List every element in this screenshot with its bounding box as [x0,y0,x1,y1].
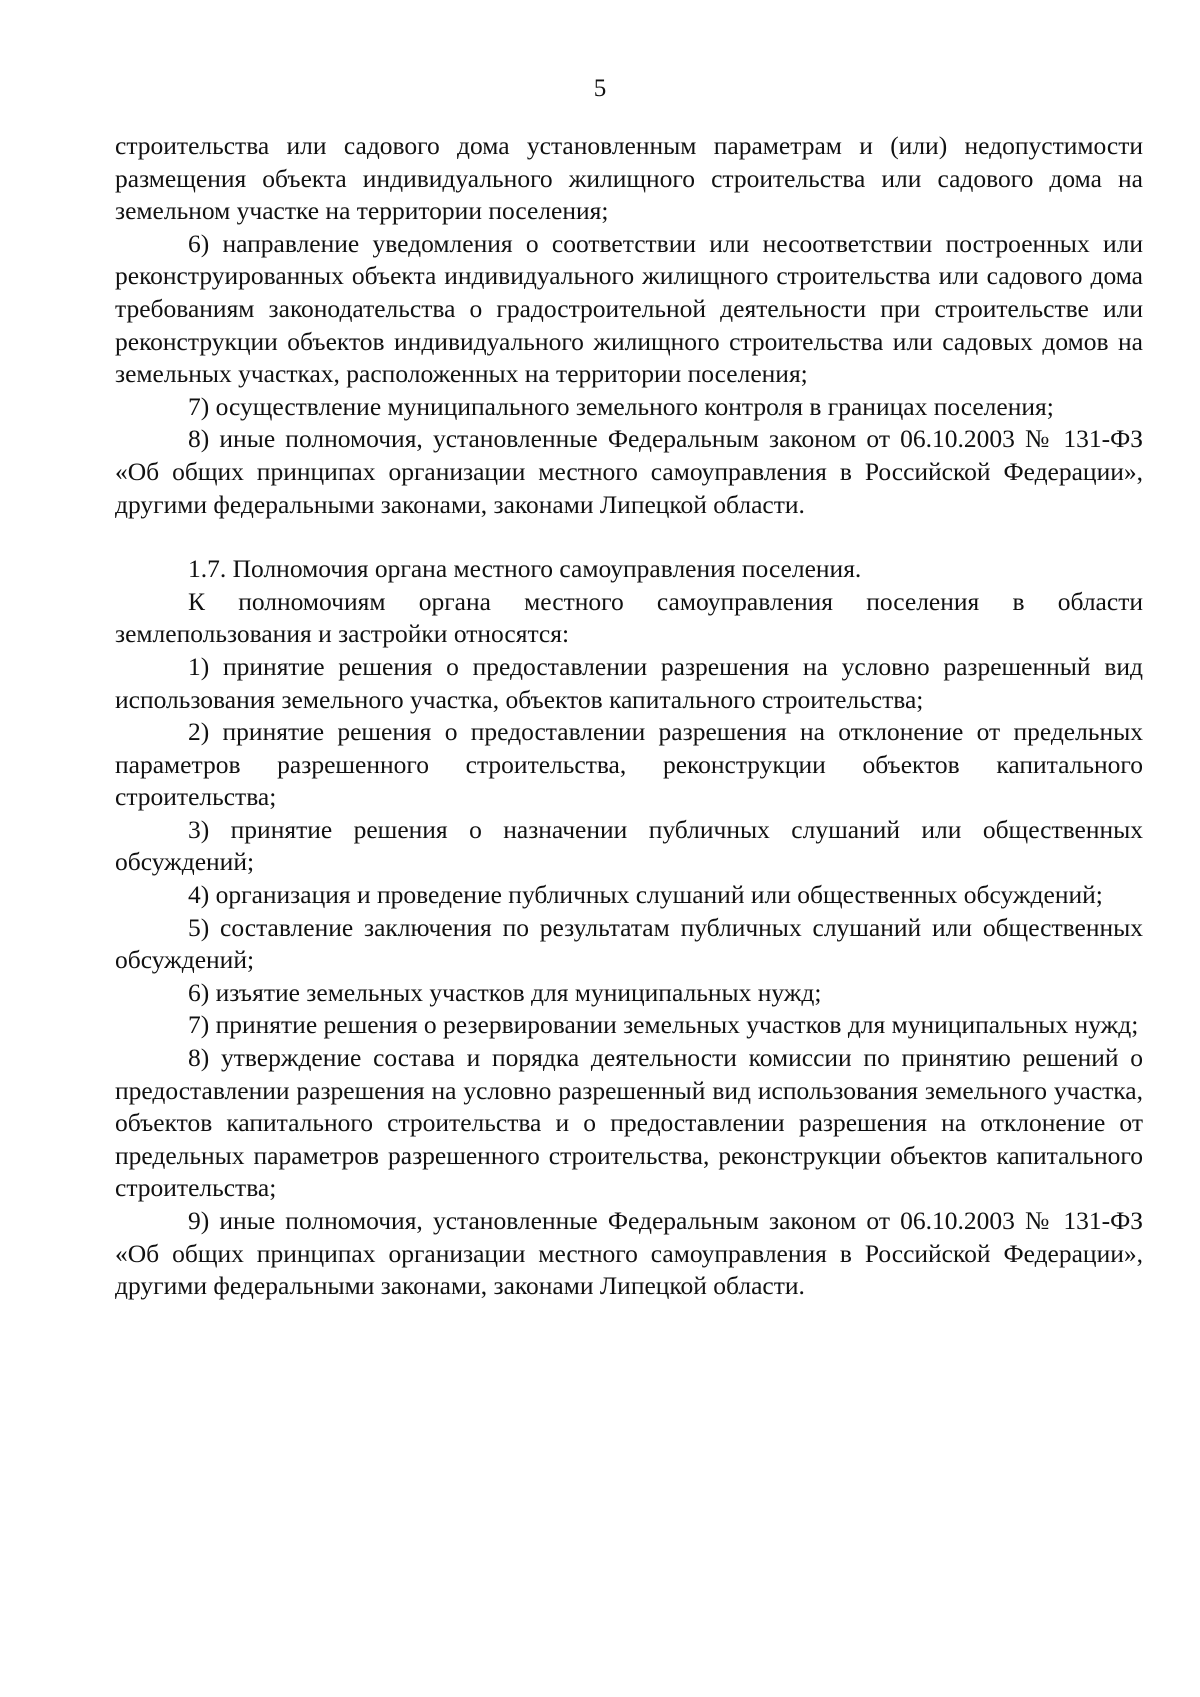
paragraph-continuation: строительства или садового дома установленным параметрам и (или) недопустимости размещения объекта индивидуального жилищного строительства или садового дома на земельном участке на территории поселения; [115,131,1143,226]
list-item-8-other-powers: 8) иные полномочия, установленные Федеральным законом от 06.10.2003 № 131-ФЗ «Об общих принципах организации местного самоуправления в Российской Федерации», другими федеральными законами, законами Липецкой области. [115,424,1143,519]
document-body [115,130,1143,1303]
list-item-2: 2) принятие решения о предоставлении разрешения на отклонение от предельных параметров разрешенного строительства, реконструкции объектов капитального строительства; [115,717,1143,812]
list-item-7: 7) принятие решения о резервировании земельных участков для муниципальных нужд; [188,1010,1139,1040]
list-item-3: 3) принятие решения о назначении публичных слушаний или общественных обсуждений; [115,814,1143,877]
list-item-9: 9) иные полномочия, установленные Федеральным законом от 06.10.2003 № 131-ФЗ «Об общих принципах организации местного самоуправления в Российской Федерации», другими федеральными законами, законами Липецкой области. [115,1206,1143,1301]
section-heading-1-7: 1.7. Полномочия органа местного самоуправления поселения. [188,554,862,584]
list-item-4: 4) организация и проведение публичных слушаний или общественных обсуждений; [188,880,1103,910]
list-item-6: 6) изъятие земельных участков для муниципальных нужд; [188,977,822,1007]
list-item-5: 5) составление заключения по результатам публичных слушаний или общественных обсуждений; [115,912,1143,975]
list-item-6-notification: 6) направление уведомления о соответствии или несоответствии построенных или реконструированных объекта индивидуального жилищного строительства или садового дома требованиям законодательства о градостроительной деятельности при строительстве или реконструкции объектов индивидуального жилищного строительства или садовых домов на земельных участках, расположенных на территории поселения; [115,228,1143,389]
list-item-8: 8) утверждение состава и порядка деятельности комиссии по принятию решений о предоставлении разрешения на условно разрешенный вид использования земельного участка, объектов капитального строительства и о предоставлении разрешения на отклонение от предельных параметров разрешенного строительства, реконструкции объектов капитального строительства; [115,1043,1143,1203]
list-item-7-land-control: 7) осуществление муниципального земельного контроля в границах поселения; [188,391,1054,421]
list-item-1: 1) принятие решения о предоставлении разрешения на условно разрешенный вид использования земельного участка, объектов капитального строительства; [115,651,1143,714]
section-intro: К полномочиям органа местного самоуправления поселения в области землепользования и застройки относятся: [115,586,1143,649]
page-number: 5 [593,75,607,102]
